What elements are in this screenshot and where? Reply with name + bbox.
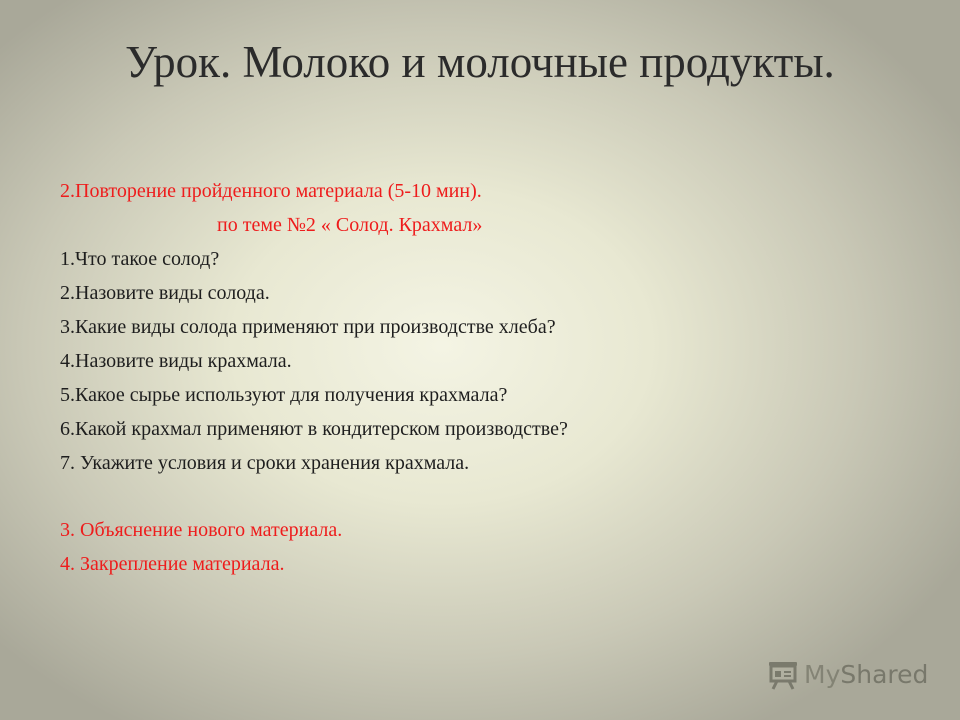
question-item: 3.Какие виды солода применяют при производстве хлеба? <box>60 316 556 338</box>
presentation-board-icon <box>766 657 800 691</box>
question-item: 1.Что такое солод? <box>60 248 220 270</box>
spacer <box>60 480 920 513</box>
watermark-brand <box>804 660 928 689</box>
myshared-watermark <box>766 656 928 692</box>
section-reinforce: 4. Закрепление материала. <box>60 553 285 575</box>
question-item: 4.Назовите виды крахмала. <box>60 350 292 372</box>
section-new-material: 3. Объяснение нового материала. <box>60 519 343 541</box>
section-review-topic: по теме №2 « Солод. Крахмал» <box>217 214 483 236</box>
question-item: 7. Укажите условия и сроки хранения крахмала. <box>60 452 470 474</box>
question-item: 6.Какой крахмал применяют в кондитерском производстве? <box>60 418 568 440</box>
watermark-brand-prefix: My <box>804 659 841 689</box>
slide-content <box>60 174 920 581</box>
question-item: 2.Назовите виды солода. <box>60 282 270 304</box>
watermark-brand-suffix: Shared <box>840 659 929 689</box>
slide-title: Урок. Молоко и молочные продукты. <box>125 37 835 87</box>
section-review-heading: 2.Повторение пройденного материала (5-10 мин). <box>60 180 482 202</box>
question-item: 5.Какое сырье используют для получения крахмала? <box>60 384 508 406</box>
